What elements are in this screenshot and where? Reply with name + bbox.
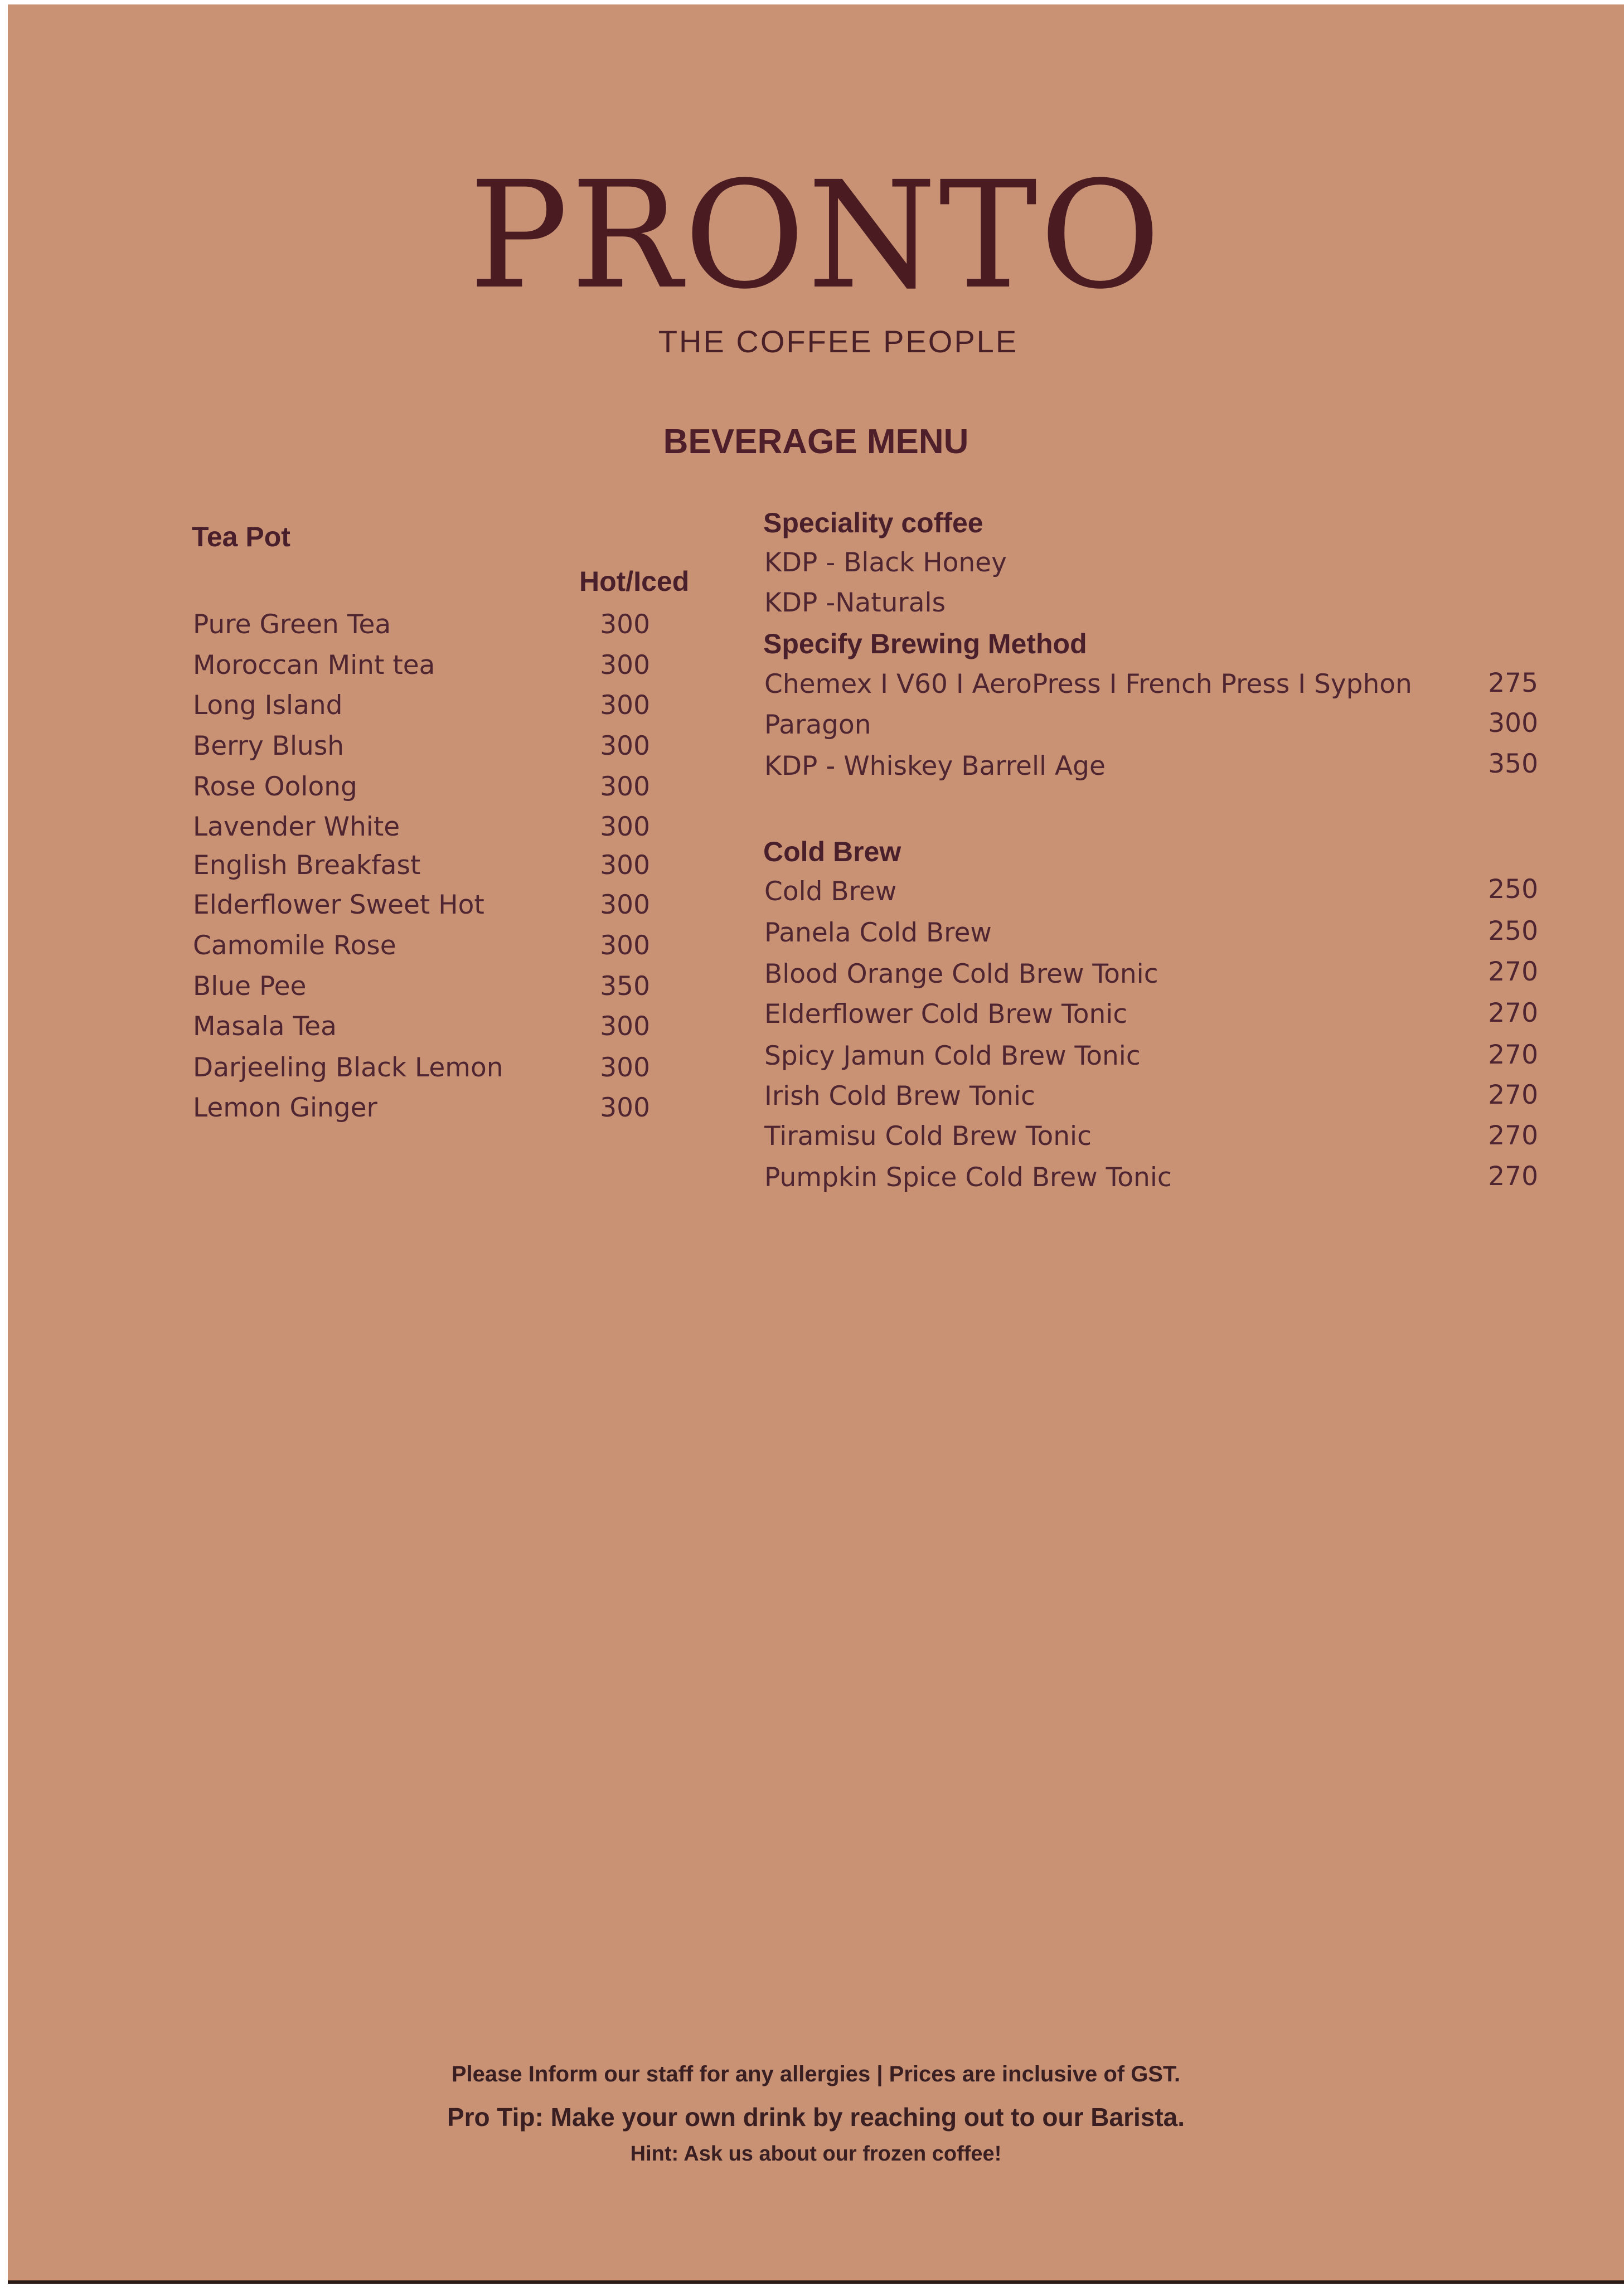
coffee-item-price: 275	[1488, 668, 1538, 698]
coffee-origin: KDP -Naturals	[764, 588, 946, 618]
cold-brew-item-price: 270	[1488, 998, 1538, 1028]
footer-allergy-note: Please Inform our staff for any allergies | Prices are inclusive of GST.	[451, 2062, 1181, 2086]
coffee-item-name: Chemex I V60 I AeroPress I French Press I Syphon	[764, 669, 1412, 700]
coffee-item-price: 300	[1488, 708, 1538, 739]
cold-brew-item-name: Cold Brew	[764, 876, 897, 907]
tea-item-price: 350	[600, 971, 650, 1002]
coffee-item-name: KDP - Whiskey Barrell Age	[764, 751, 1106, 781]
cold-brew-item-price: 270	[1488, 1080, 1538, 1110]
tea-pot-heading: Tea Pot	[192, 521, 290, 552]
cold-brew-item-name: Spicy Jamun Cold Brew Tonic	[764, 1041, 1141, 1071]
brand-name: PRONTO	[469, 150, 1163, 322]
tea-item-name: Masala Tea	[193, 1011, 337, 1042]
cold-brew-item-price: 250	[1488, 916, 1538, 946]
speciality-coffee-heading: Speciality coffee	[763, 507, 983, 538]
menu-page	[8, 4, 1624, 2284]
tea-item-name: Long Island	[193, 690, 343, 721]
tea-item-price: 300	[600, 650, 650, 681]
brewing-method-heading: Specify Brewing Method	[763, 628, 1087, 659]
cold-brew-item-price: 270	[1488, 1120, 1538, 1151]
coffee-origin: KDP - Black Honey	[764, 547, 1007, 578]
tea-item-price: 300	[600, 930, 650, 961]
tea-item-name: Lavender White	[193, 812, 400, 842]
tea-item-name: Darjeeling Black Lemon	[193, 1052, 503, 1083]
footer-pro-tip: Pro Tip: Make your own drink by reaching out to our Barista.	[447, 2103, 1185, 2132]
cold-brew-item-name: Elderflower Cold Brew Tonic	[764, 999, 1128, 1030]
tea-item-price: 300	[600, 731, 650, 761]
cold-brew-item-price: 270	[1488, 957, 1538, 987]
tea-item-price: 300	[600, 1093, 650, 1123]
tea-item-price: 300	[600, 850, 650, 881]
tea-item-name: Rose Oolong	[193, 771, 357, 802]
tea-item-name: Lemon Ginger	[193, 1093, 377, 1123]
cold-brew-item-name: Panela Cold Brew	[764, 918, 992, 948]
cold-brew-heading: Cold Brew	[763, 836, 901, 867]
cold-brew-item-price: 270	[1488, 1161, 1538, 1192]
footer-hint: Hint: Ask us about our frozen coffee!	[630, 2142, 1002, 2166]
coffee-item-price: 350	[1488, 749, 1538, 779]
menu-title: BEVERAGE MENU	[663, 423, 969, 461]
coffee-item-name: Paragon	[764, 710, 871, 740]
hot-iced-column-header: Hot/Iced	[579, 566, 690, 597]
tea-item-price: 300	[600, 1052, 650, 1083]
brand-tagline: THE COFFEE PEOPLE	[658, 324, 1019, 359]
tea-item-name: English Breakfast	[193, 850, 421, 881]
tea-item-price: 300	[600, 771, 650, 802]
tea-item-price: 300	[600, 812, 650, 842]
cold-brew-item-name: Tiramisu Cold Brew Tonic	[764, 1121, 1092, 1152]
tea-item-name: Moroccan Mint tea	[193, 650, 435, 681]
cold-brew-item-name: Pumpkin Spice Cold Brew Tonic	[764, 1162, 1172, 1193]
cold-brew-item-price: 250	[1488, 874, 1538, 905]
tea-item-price: 300	[600, 690, 650, 721]
tea-item-price: 300	[600, 609, 650, 640]
tea-item-price: 300	[600, 1011, 650, 1042]
cold-brew-item-price: 270	[1488, 1040, 1538, 1070]
tea-item-name: Berry Blush	[193, 731, 345, 761]
cold-brew-item-name: Blood Orange Cold Brew Tonic	[764, 959, 1158, 989]
tea-item-name: Elderflower Sweet Hot	[193, 890, 484, 920]
tea-item-name: Pure Green Tea	[193, 609, 391, 640]
tea-item-name: Blue Pee	[193, 971, 307, 1002]
cold-brew-item-name: Irish Cold Brew Tonic	[764, 1081, 1035, 1111]
tea-item-price: 300	[600, 890, 650, 920]
tea-item-name: Camomile Rose	[193, 930, 396, 961]
